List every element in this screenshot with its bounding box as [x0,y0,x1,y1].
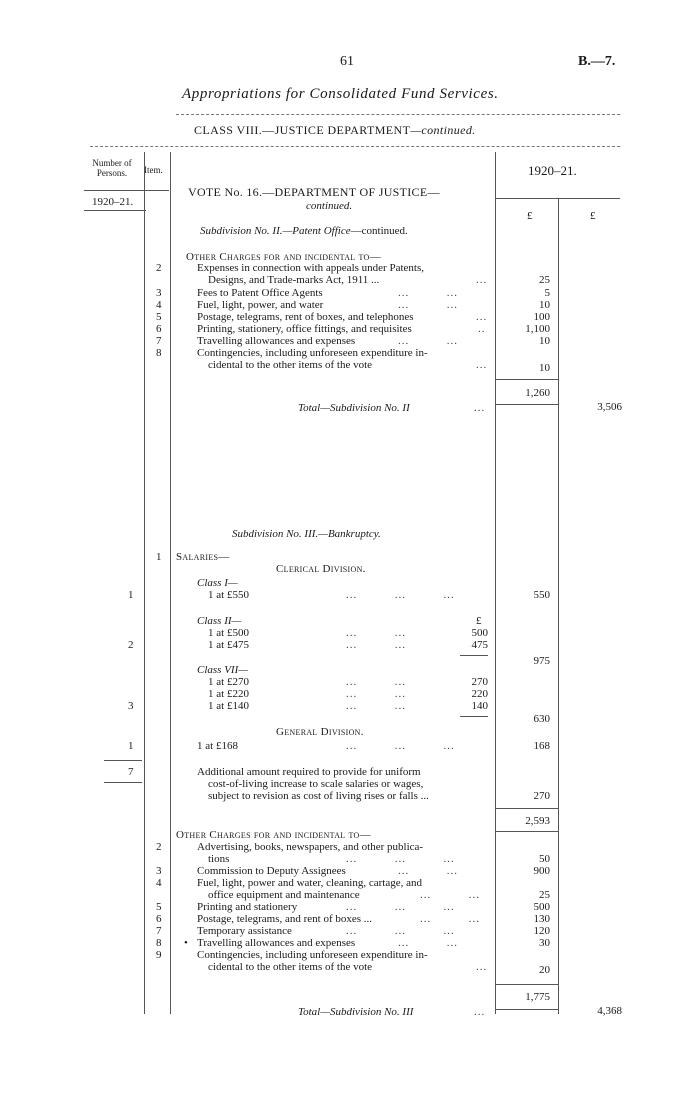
class7-value: 220 [471,688,488,700]
persons-total-rule-top [104,760,142,761]
sub3-item-dots: ... ... [420,913,480,925]
persons-year-rule [84,210,146,211]
sub3-other-subtotal: 1,775 [525,991,550,1003]
sub2-heading-tail: —continued. [350,225,408,237]
pound-sign-2: £ [590,210,596,222]
sub3-item-text: cidental to the other items of the vote [208,961,373,973]
sub3-item-dots: ... ... [420,889,480,901]
sub3-item-text: tions [208,853,230,865]
sub3-item-amount: 30 [539,937,550,949]
class2-line: 1 at £475 [208,639,249,651]
class-line: CLASS VIII.—JUSTICE DEPARTMENT [194,123,411,137]
class2-amount: 975 [533,655,550,667]
sub2-item-dots: ... ... [398,335,458,347]
sub3-item-number: 9 [156,949,162,961]
sub2-total: 3,506 [597,401,622,413]
sub2-item-text: Fuel, light, power, and water [197,299,324,311]
sub2-item-text: Fees to Patent Office Agents [197,287,323,299]
sub3-item-number: 2 [156,841,162,853]
additional-amount: 270 [533,790,550,802]
sub2-item-text: Printing, stationery, office fittings, and requisites [197,323,412,335]
class7-dots: ... ... [346,688,406,700]
class-rule [90,146,620,147]
year-header-left: 1920–21. [92,196,134,208]
sub3-item-number: 5 [156,901,162,913]
sub3-heading: Subdivision No. III.—Bankruptcy. [232,528,381,540]
sub2-item-amount: 1,100 [525,323,550,335]
class2-value: 475 [471,639,488,651]
sub2-item-text: Contingencies, including unforeseen expenditure in- [197,347,428,359]
class7-persons: 3 [128,700,134,712]
sub2-item-number: 6 [156,323,162,335]
sub2-item-dots: .. [478,323,486,335]
sub2-subtotal-rule [495,379,558,380]
class2-value: 500 [471,627,488,639]
sub3-item-text: Travelling allowances and expenses [197,937,356,949]
sub3-item-number: 7 [156,925,162,937]
general-division-heading: General Division. [276,726,364,738]
sub3-item-amount: 50 [539,853,550,865]
sub3-item-number: 6 [156,913,162,925]
sub2-item-number: 8 [156,347,162,359]
class-cont: —continued. [410,123,476,137]
sub2-item-number: 3 [156,287,162,299]
sub2-total-dots: ... [474,402,486,414]
sub3-item-text: Advertising, books, newspapers, and other publica- [197,841,424,853]
class7-amount: 630 [533,713,550,725]
class1-amount: 550 [533,589,550,601]
sub2-item-amount: 10 [539,299,550,311]
persons-header-rule [84,190,169,191]
sub2-item-dots: ... [476,359,488,371]
class7-dots: ... ... [346,676,406,688]
class1-line: 1 at £550 [208,589,249,601]
sub2-item-text: Travelling allowances and expenses [197,335,356,347]
sub2-heading [200,225,408,237]
sub3-item-dots: ... ... [398,937,458,949]
title-rule [176,114,620,115]
sub3-item-dots: ... ... ... [346,901,455,913]
sub2-item-text: Postage, telegrams, rent of boxes, and telephones [197,311,414,323]
sub3-item-amount: 25 [539,889,550,901]
sub3-item-amount: 900 [533,865,550,877]
sub3-item-text: Fuel, light, power and water, cleaning, cartage, and [197,877,422,889]
sub2-item-number: 7 [156,335,162,347]
sub3-item-text: Temporary assistance [197,925,292,937]
class1-persons: 1 [128,589,134,601]
sub3-item-dots: ... ... [398,865,458,877]
class7-line: 1 at £140 [208,700,249,712]
sub2-subtotal: 1,260 [525,387,550,399]
sub3-item-amount: 120 [533,925,550,937]
class7-line: 1 at £220 [208,688,249,700]
sub3-item-number: 8 [156,937,162,949]
class2-line: 1 at £500 [208,627,249,639]
class2-dots: ... ... [346,627,406,639]
class2-sum-rule [460,655,488,656]
sub3-item-amount: 500 [533,901,550,913]
class7-dots: ... ... [346,700,406,712]
salaries-heading: Salaries— [176,551,230,563]
general-persons: 1 [128,740,134,752]
general-amount: 168 [533,740,550,752]
sub2-item-amount: 10 [539,335,550,347]
bullet-mark: • [184,937,188,949]
salaries-item-number: 1 [156,551,162,563]
year-header-right: 1920–21. [528,163,577,178]
class7-sum-rule [460,716,488,717]
class-heading [194,124,476,136]
page-title: Appropriations for Consolidated Fund Services. [182,86,499,102]
general-dots: ... ... ... [346,740,455,752]
sub3-item-text: Postage, telegrams, and rent of boxes ... [197,913,373,925]
sub2-item-amount: 100 [533,311,550,323]
clerical-division-heading: Clerical Division. [276,563,366,575]
class2-persons: 2 [128,639,134,651]
sub2-item-dots: ... ... [398,287,458,299]
amount-mid-rule [558,198,559,1014]
number-of-persons-header: Number of Persons. [92,158,132,178]
salaries-subtotal: 2,593 [525,815,550,827]
sub2-item-number: 2 [156,262,162,274]
item-right-rule [170,152,171,1014]
sub3-item-dots: ... [476,961,488,973]
sub2-heading-italic: Subdivision No. II.—Patent Office [200,225,351,237]
sub2-item-text: Designs, and Trade-marks Act, 1911 ... [208,274,380,286]
sub3-total-rule [495,1009,558,1010]
item-header: Item. [144,165,163,175]
item-left-rule [144,152,145,1014]
vote-cont: continued. [306,200,353,212]
class2-dots: ... ... [346,639,406,651]
document-code: B.—7. [578,54,616,69]
sub3-item-dots: ... ... ... [346,853,455,865]
sub2-item-text: cidental to the other items of the vote [208,359,373,371]
sub2-item-dots: ... [476,311,488,323]
salaries-subtotal-rule [495,808,558,809]
sub2-item-dots: ... [476,274,488,286]
pound-sign-1: £ [527,210,533,222]
sub3-other-subtotal-rule [495,984,558,985]
class2-heading: Class II— [197,615,242,627]
class7-heading: Class VII— [197,664,249,676]
sub3-item-number: 4 [156,877,162,889]
sub2-item-amount: 5 [544,287,550,299]
class7-value: 270 [471,676,488,688]
additional-text: cost-of-living increase to scale salaries or wages, [208,778,424,790]
class1-heading: Class I— [197,577,238,589]
sub2-item-dots: ... ... [398,299,458,311]
general-line: 1 at £168 [197,740,238,752]
additional-text: Additional amount required to provide for uniform [197,766,421,778]
class2-pound: £ [476,615,482,627]
sub2-item-amount: 25 [539,274,550,286]
persons-total: 7 [128,766,134,778]
salaries-subtotal-rule-bottom [495,831,558,832]
sub3-total-dots: ... [474,1006,486,1018]
class1-dots: ... ... ... [346,589,455,601]
sub2-total-rule [495,404,558,405]
sub2-other-charges: Other Charges for and incidental to— [186,251,381,263]
sub3-item-dots: ... ... ... [346,925,455,937]
sub3-total: 4,368 [597,1005,622,1017]
sub2-item-number: 5 [156,311,162,323]
persons-total-rule-bottom [104,782,142,783]
sub3-item-text: Contingencies, including unforeseen expenditure in- [197,949,428,961]
sub3-item-amount: 130 [533,913,550,925]
sub3-item-text: Printing and stationery [197,901,298,913]
sub3-item-amount: 20 [539,964,550,976]
class7-line: 1 at £270 [208,676,249,688]
sub2-total-label: Total—Subdivision No. II [298,402,410,414]
sub3-item-number: 3 [156,865,162,877]
class7-value: 140 [471,700,488,712]
sub3-item-text: Commission to Deputy Assignees [197,865,346,877]
sub3-other-charges: Other Charges for and incidental to— [176,829,371,841]
vote-title: VOTE No. 16.—DEPARTMENT OF JUSTICE— [188,185,440,199]
sub2-item-number: 4 [156,299,162,311]
sub3-total-label: Total—Subdivision No. III [298,1006,414,1018]
sub2-item-text: Expenses in connection with appeals under Patents, [197,262,424,274]
additional-text: subject to revision as cost of living rises or falls ... [208,790,429,802]
sub2-item-amount: 10 [539,362,550,374]
sub3-item-text: office equipment and maintenance [208,889,360,901]
page-number: 61 [340,54,354,69]
